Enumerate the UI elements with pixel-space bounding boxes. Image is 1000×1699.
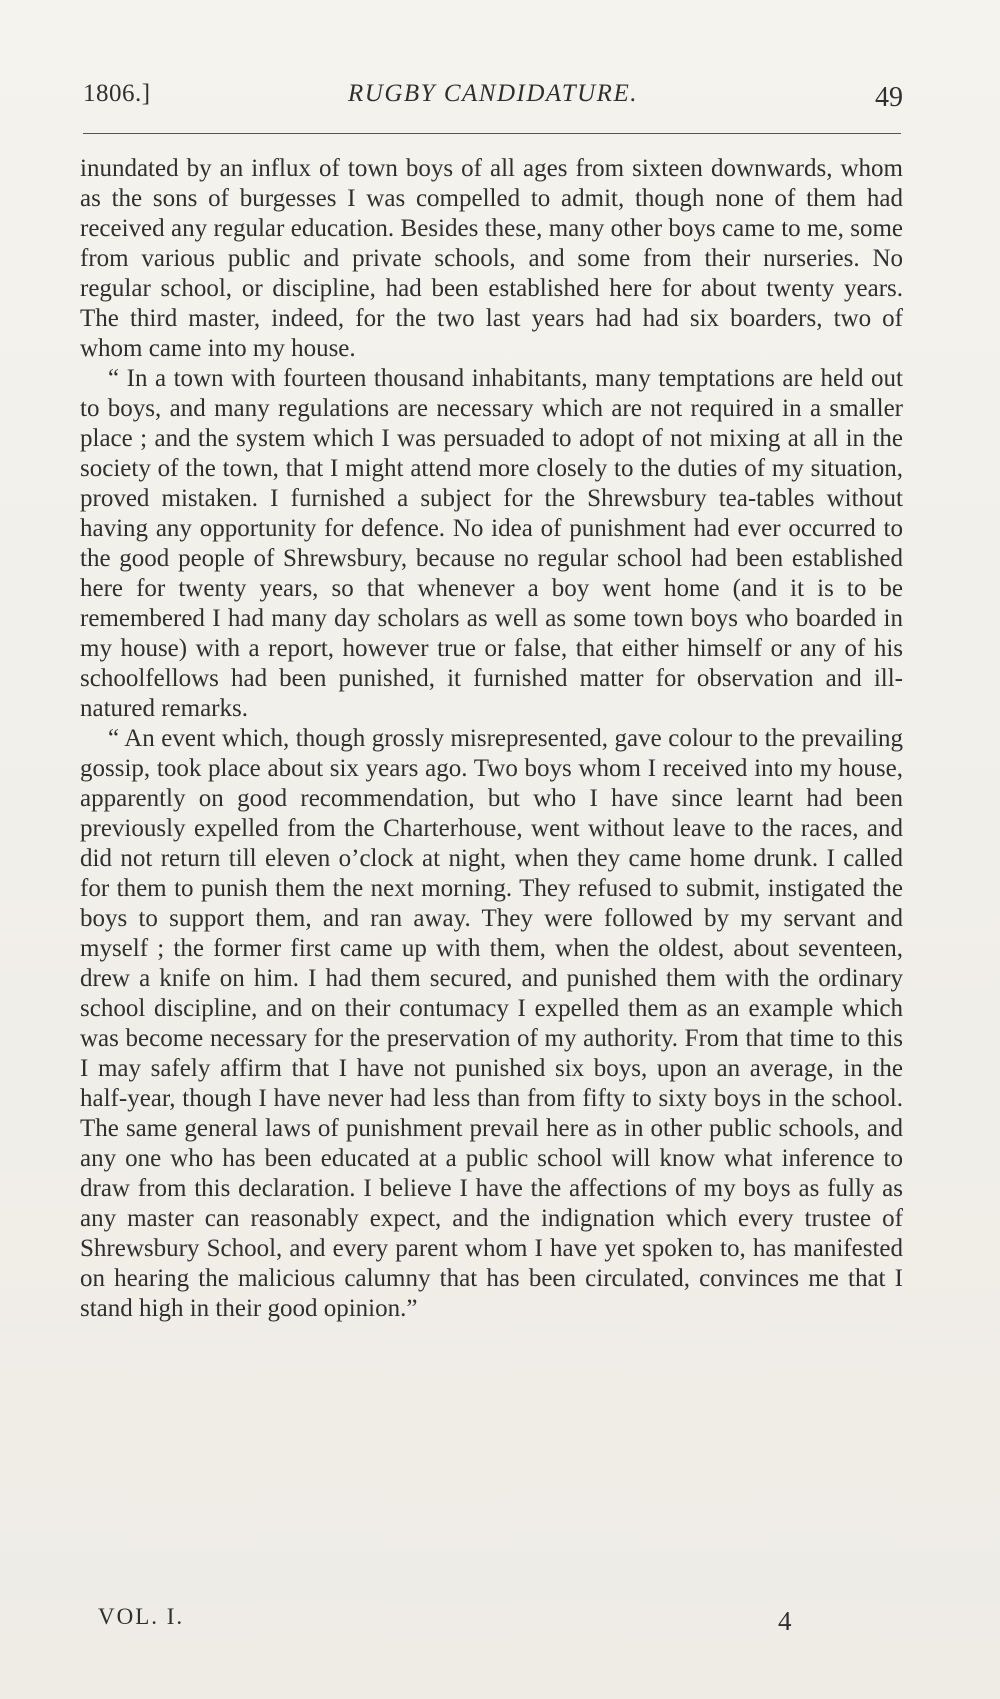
- paragraph-1: inundated by an influx of town boys of all ages from sixteen downwards, whom as the sons of burgesses I was compelled to admit, though none of them had received any regular education. Besides these, many other boys came to me, some from various public and private schools, and some from their nurseries. No regular school, or discipline, had been established here for about twenty years. The third master, indeed, for the two last years had had six boarders, two of whom came into my house.: [80, 155, 903, 362]
- signature-mark: 4: [778, 1606, 792, 1636]
- paragraph-2: “ In a town with fourteen thousand inhabitants, many temptations are held out to boys, and many regulations are necessary which are not required in a smaller place ; and the system which I was persuaded to adopt of not mixing at all in the society of the town, that I might attend more closely to the duties of my situation, proved mistaken. I furnished a subject for the Shrewsbury tea-tables without having any opportunity for defence. No idea of punishment had ever occurred to the good people of Shrewsbury, because no regular school had been established here for twenty years, so that whenever a boy went home (and it is to be remembered I had many day scholars as well as some town boys who boarded in my house) with a report, however true or false, that either himself or any of his schoolfellows had been punished, it furnished matter for observation and ill-natured remarks.: [80, 365, 903, 722]
- header-year: 1806.]: [83, 80, 151, 107]
- page-footer: [98, 1604, 798, 1644]
- paragraph-3: “ An event which, though grossly misrepresented, gave colour to the prevailing gossip, took place about six years ago. Two boys whom I received into my house, apparently on good recommendation, but who I have since learnt had been previously expelled from the Charterhouse, went without leave to the races, and did not return till eleven o’clock at night, when they came home drunk. I called for them to punish them the next morning. They refused to submit, instigated the boys to support them, and ran away. They were followed by my servant and myself ; the former first came up with them, when the oldest, about seventeen, drew a knife on him. I had them secured, and punished them with the ordinary school discipline, and on their contumacy I expelled them as an example which was become necessary for the preservation of my authority. From that time to this I may safely affirm that I have not punished six boys, upon an average, in the half-year, though I have never had less than from fifty to sixty boys in the school. The same general laws of punishment prevail here as in other public schools, and any one who has been educated at a public school will know what inference to draw from this declaration. I believe I have the affections of my boys as fully as any master can reasonably expect, and the indignation which every trustee of Shrewsbury School, and every parent whom I have yet spoken to, has manifested on hearing the malicious calumny that has been circulated, convinces me that I stand high in their good opinion.”: [80, 725, 903, 1322]
- header-rule: [83, 133, 901, 134]
- running-header: [83, 76, 903, 116]
- body-text: [80, 154, 903, 1324]
- volume-mark: VOL. I.: [98, 1604, 185, 1629]
- page-number: 49: [875, 82, 903, 113]
- running-title: RUGBY CANDIDATURE.: [348, 80, 638, 107]
